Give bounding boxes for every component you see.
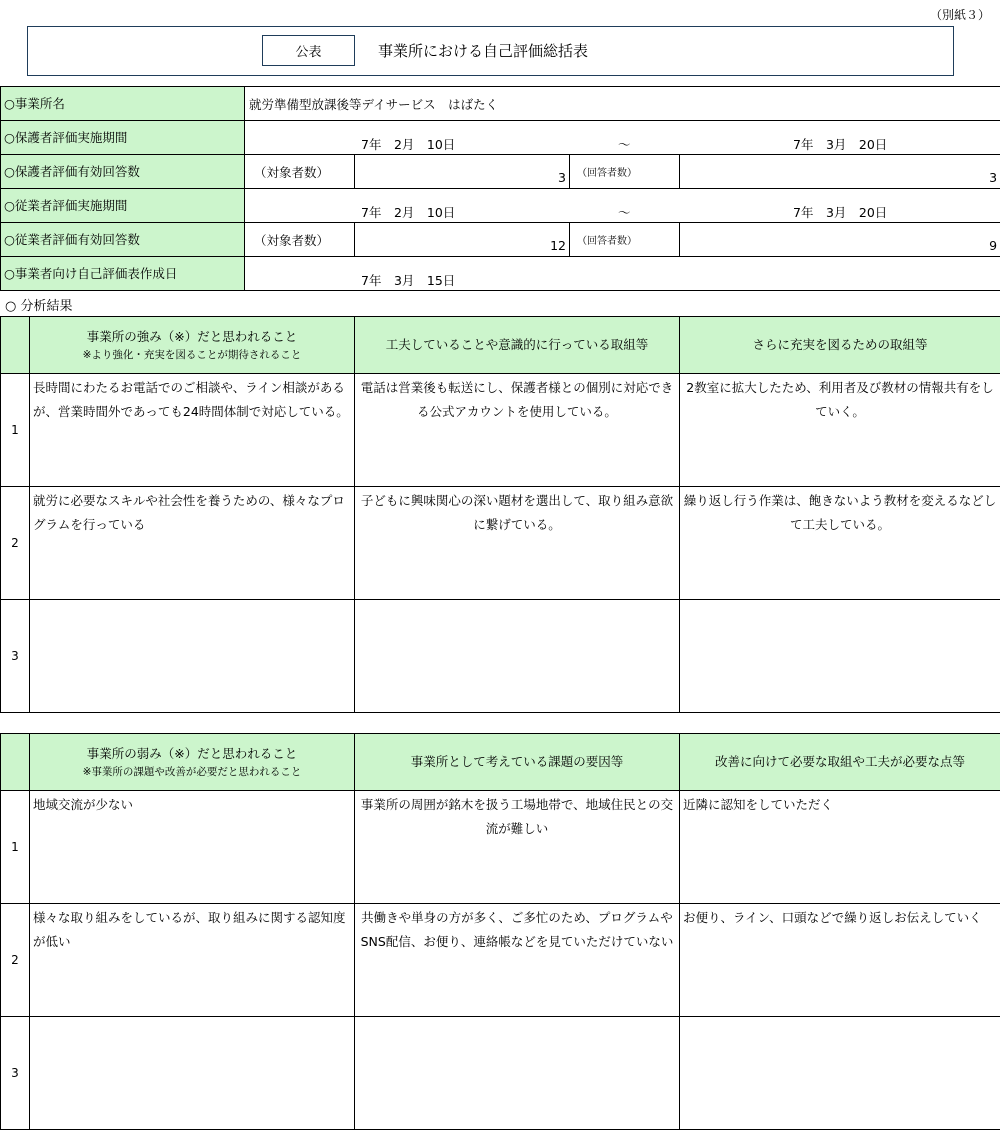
guardian-answer-value: 3 <box>680 155 1000 189</box>
weakness-cause-cell <box>355 1017 680 1130</box>
info-table <box>0 86 1000 291</box>
strengths-corner <box>1 317 30 374</box>
strength-cell: 長時間にわたるお電話でのご相談や、ライン相談があるが、営業時間外であっても24時間体制で対応している。 <box>30 374 355 487</box>
staff-target-label: （対象者数） <box>245 223 355 257</box>
self-eval-date-label: ○事業者向け自己評価表作成日 <box>1 257 245 291</box>
guardian-target-value: 3 <box>355 155 570 189</box>
public-badge: 公表 <box>262 35 355 66</box>
row-number: 3 <box>1 1017 30 1130</box>
document-title: 事業所における自己評価総括表 <box>378 40 588 61</box>
weaknesses-header-3: 改善に向けて必要な取組や工夫が必要な点等 <box>680 734 1000 791</box>
guardian-period-cell <box>245 121 1000 155</box>
staff-answer-value: 9 <box>680 223 1000 257</box>
office-name-label: ○事業所名 <box>1 87 245 121</box>
row-number: 1 <box>1 791 30 904</box>
weakness-improvement-cell: お便り、ライン、口頭などで繰り返しお伝えしていく <box>680 904 1000 1017</box>
office-name-value: 就労準備型放課後等デイサービス はばたく <box>245 87 1000 121</box>
strength-cell <box>30 600 355 713</box>
row-number: 2 <box>1 487 30 600</box>
staff-target-value: 12 <box>355 223 570 257</box>
staff-period-end: 7年 3月 20日 <box>793 203 887 221</box>
attachment-note: （別紙３） <box>930 6 990 23</box>
weaknesses-header-1-main: 事業所の弱み（※）だと思われること <box>87 746 297 761</box>
staff-count-label: ○従業者評価有効回答数 <box>1 223 245 257</box>
row-number: 1 <box>1 374 30 487</box>
guardian-period-start: 7年 2月 10日 <box>361 135 455 153</box>
weakness-improvement-cell <box>680 1017 1000 1130</box>
staff-period-label: ○従業者評価実施期間 <box>1 189 245 223</box>
strengths-header-1 <box>30 317 355 374</box>
strength-enhancement-cell: 2教室に拡大したため、利用者及び教材の情報共有をしていく。 <box>680 374 1000 487</box>
strength-effort-cell: 子どもに興味関心の深い題材を選出して、取り組み意欲に繋げている。 <box>355 487 680 600</box>
guardian-period-label: ○保護者評価実施期間 <box>1 121 245 155</box>
weakness-cell <box>30 1017 355 1130</box>
guardian-period-separator: ～ <box>618 135 631 153</box>
row-number: 2 <box>1 904 30 1017</box>
self-eval-date-cell <box>245 257 1000 291</box>
analysis-heading: ○ 分析結果 <box>5 295 72 314</box>
weakness-cell: 地域交流が少ない <box>30 791 355 904</box>
staff-period-separator: ～ <box>618 203 631 221</box>
staff-period-cell <box>245 189 1000 223</box>
row-number: 3 <box>1 600 30 713</box>
weakness-improvement-cell: 近隣に認知をしていただく <box>680 791 1000 904</box>
guardian-count-label: ○保護者評価有効回答数 <box>1 155 245 189</box>
strengths-header-1-sub: ※より強化・充実を図ることが期待されること <box>30 347 354 363</box>
strengths-header-2: 工夫していることや意識的に行っている取組等 <box>355 317 680 374</box>
strength-effort-cell: 電話は営業後も転送にし、保護者様との個別に対応できる公式アカウントを使用している。 <box>355 374 680 487</box>
staff-answer-label: （回答者数） <box>570 223 680 257</box>
guardian-answer-label: （回答者数） <box>570 155 680 189</box>
guardian-target-label: （対象者数） <box>245 155 355 189</box>
guardian-period-end: 7年 3月 20日 <box>793 135 887 153</box>
strength-cell: 就労に必要なスキルや社会性を養うための、様々なプログラムを行っている <box>30 487 355 600</box>
strengths-header-1-main: 事業所の強み（※）だと思われること <box>87 329 297 344</box>
staff-period-start: 7年 2月 10日 <box>361 203 455 221</box>
weaknesses-header-1 <box>30 734 355 791</box>
weaknesses-header-1-sub: ※事業所の課題や改善が必要だと思われること <box>30 764 354 780</box>
weaknesses-corner <box>1 734 30 791</box>
strength-enhancement-cell <box>680 600 1000 713</box>
weakness-cause-cell: 事業所の周囲が銘木を扱う工場地帯で、地域住民との交流が難しい <box>355 791 680 904</box>
weakness-cause-cell: 共働きや単身の方が多く、ご多忙のため、プログラムやSNS配信、お便り、連絡帳などを見ていただけていない <box>355 904 680 1017</box>
strengths-table <box>0 316 1000 713</box>
strengths-header-3: さらに充実を図るための取組等 <box>680 317 1000 374</box>
weakness-cell: 様々な取り組みをしているが、取り組みに関する認知度が低い <box>30 904 355 1017</box>
weaknesses-header-2: 事業所として考えている課題の要因等 <box>355 734 680 791</box>
strength-effort-cell <box>355 600 680 713</box>
self-eval-date-value: 7年 3月 15日 <box>361 271 455 289</box>
weaknesses-table <box>0 733 1000 1130</box>
strength-enhancement-cell: 繰り返し行う作業は、飽きないよう教材を変えるなどして工夫している。 <box>680 487 1000 600</box>
